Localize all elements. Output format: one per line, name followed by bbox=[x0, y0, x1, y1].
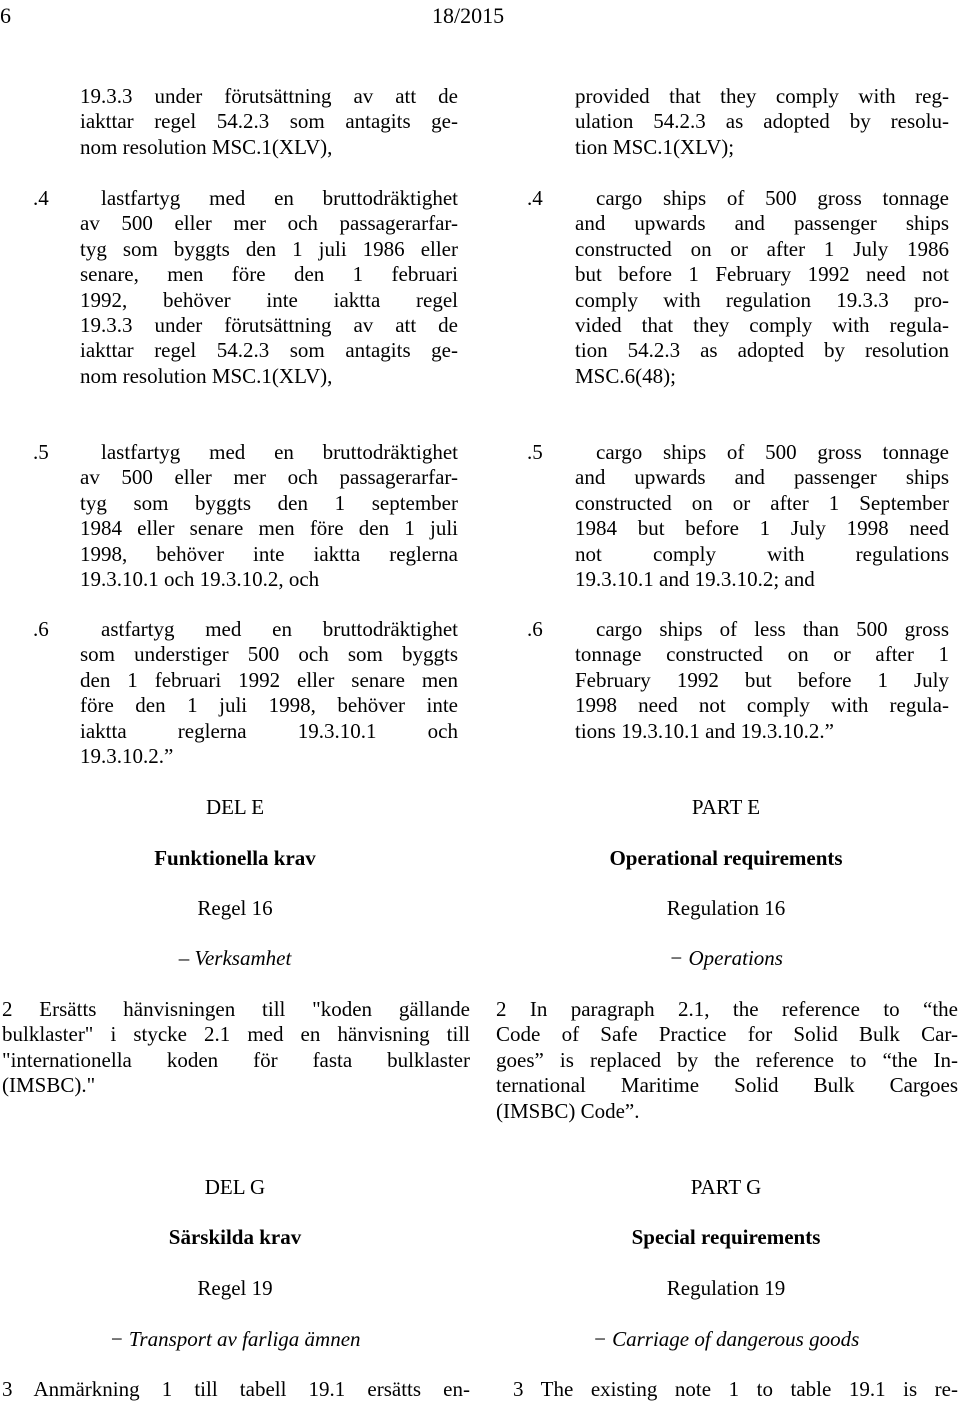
text-line: comply with regulation 19.3.3 pro- bbox=[575, 287, 949, 312]
text-line: but before 1 February 1992 need not bbox=[575, 262, 949, 287]
en-part-e-title: Operational requirements bbox=[609, 846, 843, 870]
text-line: and upwards and passenger ships bbox=[575, 211, 949, 236]
sv-item6-text bbox=[80, 617, 458, 769]
sv-item4-number: .4 bbox=[33, 186, 49, 210]
en-regulation-16: Regulation 16 bbox=[666, 896, 786, 920]
en-item4-text bbox=[575, 186, 949, 389]
text-line: MSC.6(48); bbox=[575, 363, 676, 388]
en-item4-number: .4 bbox=[527, 186, 543, 210]
text-line: provided that they comply with reg- bbox=[575, 84, 949, 108]
text-line: tion 54.2.3 as adopted by resolution bbox=[575, 338, 949, 363]
sv-regulation-19: Regel 19 bbox=[197, 1276, 273, 1300]
sv-paragraph-2 bbox=[2, 997, 470, 1099]
text-line: 19.3.10.1 och 19.3.10.2, och bbox=[80, 567, 320, 592]
sv-item5-text bbox=[80, 440, 458, 592]
text-line: iakttar regel 54.2.3 som antagits ge- bbox=[80, 109, 458, 134]
sv-item6-number: .6 bbox=[33, 617, 49, 641]
text-line: av 500 eller mer och passagerarfar- bbox=[80, 465, 458, 490]
text-line: and upwards and passenger ships bbox=[575, 465, 949, 490]
sv-part-e-title: Funktionella krav bbox=[154, 846, 316, 870]
sv-part-g-title: Särskilda krav bbox=[168, 1225, 302, 1249]
en-regulation-16-subtitle: − Operations bbox=[669, 946, 783, 970]
text-line: 1998 need not comply with regula- bbox=[575, 693, 949, 718]
text-line: February 1992 but before 1 July bbox=[575, 667, 949, 692]
en-part-g-heading: PART G bbox=[690, 1175, 762, 1199]
text-line: bulklaster" i stycke 2.1 med en hänvisning till bbox=[2, 1022, 470, 1047]
text-line: "internationella koden för fasta bulklaster bbox=[2, 1047, 470, 1072]
en-part-g-title: Special requirements bbox=[631, 1225, 821, 1249]
text-line: lastfartyg med en bruttodräktighet bbox=[101, 186, 458, 210]
text-line: 2 Ersätts hänvisningen till "koden gällande bbox=[2, 997, 470, 1021]
sv-paragraph-3 bbox=[2, 1377, 470, 1402]
text-line: lastfartyg med en bruttodräktighet bbox=[101, 440, 458, 464]
en-paragraph-2 bbox=[496, 997, 958, 1124]
text-line: tions 19.3.10.1 and 19.3.10.2.” bbox=[575, 718, 834, 743]
text-line: 2 In paragraph 2.1, the reference to “the bbox=[496, 997, 958, 1021]
en-item3-continuation bbox=[575, 84, 949, 160]
text-line: 3 Anmärkning 1 till tabell 19.1 ersätts en- bbox=[2, 1377, 470, 1401]
sv-item4-text bbox=[80, 186, 458, 389]
text-line: cargo ships of 500 gross tonnage bbox=[596, 186, 949, 210]
text-line: 19.3.3 under förutsättning av att de bbox=[80, 84, 458, 108]
text-line: 19.3.10.2.” bbox=[80, 744, 174, 769]
text-line: 1998, behöver inte iaktta reglerna bbox=[80, 541, 458, 566]
sv-part-e-heading: DEL E bbox=[205, 795, 265, 819]
text-line: nom resolution MSC.1(XLV), bbox=[80, 134, 333, 159]
text-line: cargo ships of less than 500 gross bbox=[596, 617, 949, 641]
text-line: Code of Safe Practice for Solid Bulk Car- bbox=[496, 1022, 958, 1047]
text-line: som understiger 500 och som byggts bbox=[80, 642, 458, 667]
text-line: ulation 54.2.3 as adopted by resolu- bbox=[575, 109, 949, 134]
sv-regulation-16-subtitle: – Verksamhet bbox=[178, 946, 292, 970]
text-line: nom resolution MSC.1(XLV), bbox=[80, 363, 333, 388]
text-line: constructed on or after 1 July 1986 bbox=[575, 236, 949, 261]
issue-number: 18/2015 bbox=[432, 3, 505, 28]
text-line: senare, men före den 1 februari bbox=[80, 262, 458, 287]
text-line: cargo ships of 500 gross tonnage bbox=[596, 440, 949, 464]
text-line: not comply with regulations bbox=[575, 541, 949, 566]
sv-regulation-16: Regel 16 bbox=[197, 896, 273, 920]
text-line: tyg som byggts den 1 juli 1986 eller bbox=[80, 236, 458, 261]
text-line: tyg som byggts den 1 september bbox=[80, 490, 458, 515]
page-number: 6 bbox=[0, 3, 11, 28]
en-part-e-heading: PART E bbox=[691, 795, 761, 819]
sv-item5-number: .5 bbox=[33, 440, 49, 464]
en-item6-text bbox=[575, 617, 949, 744]
text-line: tion MSC.1(XLV); bbox=[575, 134, 735, 159]
en-regulation-19: Regulation 19 bbox=[666, 1276, 786, 1300]
text-line: 1984 eller senare men före den 1 juli bbox=[80, 516, 458, 541]
text-line: 1984 but before 1 July 1998 need bbox=[575, 516, 949, 541]
text-line: (IMSBC)." bbox=[2, 1073, 96, 1098]
text-line: vided that they comply with regula- bbox=[575, 313, 949, 338]
text-line: före den 1 juli 1998, behöver inte bbox=[80, 693, 458, 718]
text-line: iakttar regel 54.2.3 som antagits ge- bbox=[80, 338, 458, 363]
text-line: goes” is replaced by the reference to “the In- bbox=[496, 1047, 958, 1072]
sv-item3-continuation bbox=[80, 84, 458, 160]
text-line: astfartyg med en bruttodräktighet bbox=[101, 617, 458, 641]
en-paragraph-3 bbox=[513, 1377, 958, 1402]
text-line: 1992, behöver inte iaktta regel bbox=[80, 287, 458, 312]
sv-part-g-heading: DEL G bbox=[204, 1175, 266, 1199]
text-line: iaktta reglerna 19.3.10.1 och bbox=[80, 718, 458, 743]
text-line: constructed on or after 1 September bbox=[575, 490, 949, 515]
text-line: den 1 februari 1992 eller senare men bbox=[80, 667, 458, 692]
en-item5-text bbox=[575, 440, 949, 592]
en-regulation-19-subtitle: − Carriage of dangerous goods bbox=[592, 1327, 860, 1351]
text-line: 19.3.10.1 and 19.3.10.2; and bbox=[575, 567, 815, 592]
text-line: av 500 eller mer och passagerarfar- bbox=[80, 211, 458, 236]
text-line: ternational Maritime Solid Bulk Cargoes bbox=[496, 1073, 958, 1098]
en-item5-number: .5 bbox=[527, 440, 543, 464]
sv-regulation-19-subtitle: − Transport av farliga ämnen bbox=[109, 1327, 361, 1351]
text-line: tonnage constructed on or after 1 bbox=[575, 642, 949, 667]
en-item6-number: .6 bbox=[527, 617, 543, 641]
text-line: 19.3.3 under förutsättning av att de bbox=[80, 313, 458, 338]
text-line: (IMSBC) Code”. bbox=[496, 1098, 640, 1123]
text-line: 3 The existing note 1 to table 19.1 is re- bbox=[513, 1377, 958, 1401]
